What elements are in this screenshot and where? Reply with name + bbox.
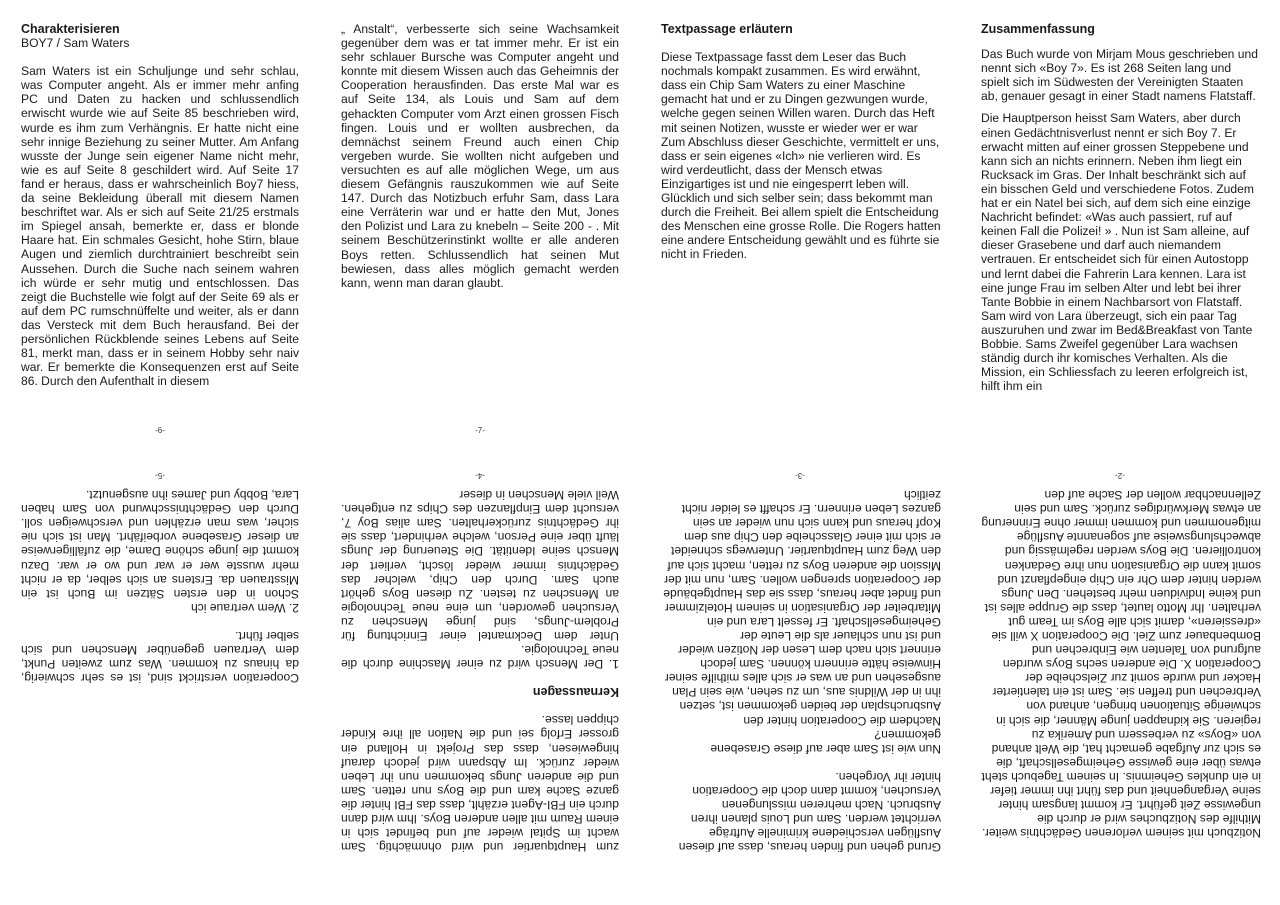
paragraph: Notizbuch mit seinem verlorenen Gedächtnis weiter. Mithilfe des Notizbuches wird er durch die ungewisse Zeit geführt. Er kommt langsam hinter seine Vergangenheit und das führt ihn immer tiefer in ein dunkles Geheimnis. In seinem Tagebuch steht etwas über eine gewisse Geheimgesellschaft, die es sich zur Aufgabe gemacht hat, die Welt anhand von «Boys» zu verbessern und Amerika zu regieren. Sie kidnappen junge Männer, die sich in schwierige Situationen bringen, anhand von Verbrechen und treffen sie. Sam ist ein talentierter Hacker und wurde somit zur Zielscheibe der Cooperation X. Die anderen sechs Boys wurden aufgrund von Talenten wie Einbrechen und Bombenbauer zum Ziel. Die Cooperation X will sie «dressieren», damit sich alle Boys im Team gut verhalten. Ihr Motto lautet, dass die Gruppe alles ist und keine Individuen mehr bestehen. Den Jungs werden hinter dem Ohr ein Chip eingepflanzt und somit kann die Organisation nun ihre Gedanken kontrollieren. Die Boys werden regelmässig und abwechslungsweise auf sogenannte Ausflüge mitgenommen und kommen immer ohne Erinnerung an etwas Merkwürdiges zurück. Sam und sein Zellennachbar wollen der Sache auf den	[981, 488, 1261, 841]
page-zusammenfassung-column	[981, 22, 1261, 426]
page-7-column	[341, 22, 619, 422]
section-heading: Charakterisieren	[21, 22, 120, 36]
paragraph: Grund gehen und finden heraus, dass auf diesen Ausflügen verschiedene kriminelle Aufträge verrichtet werden. Sam und Louis planen ihren Ausbruch. Nach mehreren misslungenen Versuchen, kommt dann doch die Cooperation hinter ihr Vorgehen.	[678, 769, 941, 855]
page-number: -5-	[155, 471, 165, 480]
page-number: -4-	[475, 471, 485, 480]
paragraph: Diese Textpassage fasst dem Leser das Buch nochmals kompakt zusammen. Es wird erwähnt, dass ein Chip Sam Waters zu einer Maschine gemacht hat und er zu Dingen gezwungen wurde, welche gegen seinen Willen waren. Durch das Heft mit seinen Notizen, wusste er wieder wer er war Zum Abschluss dieser Geschichte, vermittelt er uns, dass er sein eigenes «Ich» nie verlieren wird. Es wird verdeutlicht, dass der Mensch etwas Einzigartiges ist und nie eingesperrt leben will. Glücklich und sich selber sein; dass bekommt man durch die Freiheit. Bei allem spielt die Entscheidung des Menschen eine grosse Rolle. Die Rogers hatten eine andere Entscheidung gewählt und es führte sie nicht in Frieden.	[661, 50, 941, 262]
page-number: -7-	[475, 426, 485, 435]
section-heading: Zusammenfassung	[981, 22, 1095, 36]
paragraph: Cooperation verstrickt sind, ist es sehr schwierig, da hinaus zu kommen. Was zum zweiten Punkt, dem Vertrauen gegenüber Menschen und sich selber führt.	[21, 628, 299, 686]
paragraph: Nun wie ist Sam aber auf diese Grasebene gekommen? Nachdem die Cooperation hinter den Ausbruchsplan der beiden gekommen ist, setzen ihn in der Wildnis aus, um zu sehen, wie sein Plan ausgesehen und an was er sich alles mithilfe seiner Hinweise hätte erinnern können. Sam jedoch erinnert sich nach dem Lesen der Notizen wieder und ist nun schlauer als die Leute der Geheimgesellschaft. Er fesselt Lara und ein Mitarbeiter der Organisation in seinem Hotelzimmer und findet aber heraus, dass sie das Hauptgebäude der Cooperation sprengen wollen. Sam, nun mit der Mission die anderen Boys zu retten, macht sich auf den Weg zum Hauptquartier. Unterwegs schneidet er sich mit einer Glasscheibe den Chip aus dem Kopf heraus und kann sich nun wieder an sein ganzes Leben erinnern. Er schafft es leider nicht zeitlich	[663, 488, 941, 756]
page-3-column	[661, 488, 941, 888]
page-5-column	[21, 488, 299, 888]
paragraph: Das Buch wurde von Mirjam Mous geschrieben und nennt sich «Boy 7». Es ist 268 Seiten lang und spielt sich im Südwesten der Vereinigten Staaten ab, genauer gesagt in einer Stadt namens Flatstaff.	[981, 47, 1258, 104]
page-number: -2-	[1115, 471, 1125, 480]
paragraph: 1. Der Mensch wird zu einer Maschine durch die neue Technologie. Unter dem Deckmantel einer Einrichtung für Problem-Jungs, sind junge Menschen zu Versuchen geworden, um eine neue Technologie an Menschen zu testen. Zu diesen Boys gehört auch Sam. Durch den Chip, welcher das Gedächtnis immer wieder löscht, verliert der Mensch seine Identität. Die Steuerung der Jungs läuft über eine Person, welche verhindert, dass sie ihr Gedächtnis zurückerhalten. Sam alias Boy 7, versucht dem Einpflanzen des Chips zu entgehen. Weil viele Menschen in dieser	[341, 488, 619, 672]
paragraph: Sam Waters ist ein Schuljunge und sehr schlau, was Computer angeht. Als er immer mehr anfing PC und Daten zu hacken und schlussendlich erwischt wurde wie auf Seite 85 beschrieben wird, wurde es ihm zum Verhängnis. Er hatte nicht eine sehr innige Beziehung zu seiner Mutter. Am Anfang wusste der Junge sein eigener Name nicht mehr, wie es auf Seite 8 geschildert wird. Auf Seite 17 fand er heraus, dass er wahrscheinlich Boy7 hiess, da seine Bekleidung überall mit diesem Namen beschriftet war. Als er sich auf Seite 21/25 erstmals im Spiegel ansah, bemerkte er, dass er blonde Haare hat. Ein schmales Gesicht, hohe Stirn, blaue Augen und ziemlich durchtrainiert beschreibt sein Aussehen. Durch die Suche nach seinem wahren ich würde er sehr mutig und entschlossen. Das zeigt die Buchstelle wie folgt auf der Seite 69 als er auf dem PC rumschnüffelte und weiter, als er dann das Versteck mit dem Buch herausfand. Bei der persönlichen Rückblende seines Lebens auf Seite 81, merkt man, dass er in seinem Hobby sehr naiv war. Er bemerkte die Konsequenzen erst auf Seite 86. Durch den Aufenthalt in diesem	[21, 64, 299, 389]
paragraph: zum Hauptquartier und wird ohnmächtig. Sam wacht im Spital wieder auf und befindet sich in einem Raum mit allen anderen Boys. Ihm wird dann durch ein FBI-Agent erzählt, dass das FBI hinter die ganze Sache kam und die Boys nun retten. Sam und die anderen Jungs bekommen nun ihr Leben wieder zurück. Im Abspann wird jedoch darauf hingewiesen, dass das Projekt in Holland ein grosser Erfolg sei und die Nation all ihre Kinder chippen lasse.	[341, 713, 619, 855]
paragraph: 2. Wem vertraue ich Schon in den ersten Sätzen im Buch ist ein Misstrauen da. Erstens an sich selber, da er nicht mehr wusste wer er war und wo er war. Dazu kommt die junge schöne Dame, die zufälligerweise an dieser Grasebene vorbeifährt. Man ist sich nie sicher, was man erzählen und verschweigen soll. Durch den Gedächtnisschwund von Sam haben Lara, Bobby und James ihn ausgenutzt.	[21, 488, 299, 615]
page-number: -3-	[795, 471, 805, 480]
page-number: -6-	[155, 426, 165, 435]
page-textpassage-column	[661, 22, 941, 422]
paragraph: Die Hauptperson heisst Sam Waters, aber durch einen Gedächtnisverlust nennt er sich Boy 7. Er erwacht mitten auf einer grossen Steppebene und kann sich an nichts erinnern. Neben ihm liegt ein Rucksack im Gras. Der Inhalt beschränkt sich auf ein bisschen Geld und verschiedene Fotos. Zudem hat er ein Natel bei sich, auf dem sich eine einzige Nachricht befindet: «Was auch passiert, ruf auf keinen Fall die Polizei! » . Nun ist Sam alleine, auf dieser Grasebene und darf auch niemandem vertrauen. Er entscheidet sich für einen Autostopp und lernt dabei die Fahrerin Lara kennen. Lara ist eine junge Frau im selben Alter und lebt bei ihrer Tante Bobbie in einem Nachbarsort von Flatstaff. Sam wird von Lara überzeugt, sich ein paar Tag auszuruhen und zwar im Bed&Breakfast von Tante Bobbie. Sams Zweifel gegenüber Lara wachsen ständig durch ihr komisches Verhalten. Als die Mission, ein Schliessfach zu leeren erfolgreich ist, hilft ihm ein	[981, 111, 1254, 394]
page-2-column	[981, 488, 1261, 888]
paragraph: „ Anstalt“, verbesserte sich seine Wachsamkeit gegenüber dem was er tat immer mehr. Er ist ein sehr schlauer Bursche was Computer angeht und konnte mit diesem Wissen auch das Geheimnis der Cooperation herausfinden. Das erste Mal war es auf Seite 134, als Louis und Sam auf dem gehackten Computer vom Arzt einen grossen Fisch fingen. Louis und er wollten ausbrechen, da demnächst seinem Freund auch einen Chip vergeben wurde. Sie wollten nicht aufgeben und versuchten es auf alle möglichen Wege, um aus diesem Gefängnis rauszukommen wie auf Seite 147. Durch das Notizbuch erfuhr Sam, dass Lara eine Verräterin war und er hatte den Mut, Jones den Polizist und Lara zu knebeln – Seite 200 - . Mit seinem Beschützerinstinkt wollte er alle anderen Boys retten. Schlussendlich hat seinen Mut bewiesen, dass alles möglich gemacht werden kann, wenn man daran glaubt.	[341, 22, 619, 290]
section-heading: Textpassage erläutern	[661, 22, 793, 36]
page-6-column	[21, 22, 299, 422]
page-4-column	[341, 488, 619, 888]
section-heading: Kernaussagen	[532, 685, 619, 700]
section-subheading: BOY7 / Sam Waters	[21, 36, 130, 51]
